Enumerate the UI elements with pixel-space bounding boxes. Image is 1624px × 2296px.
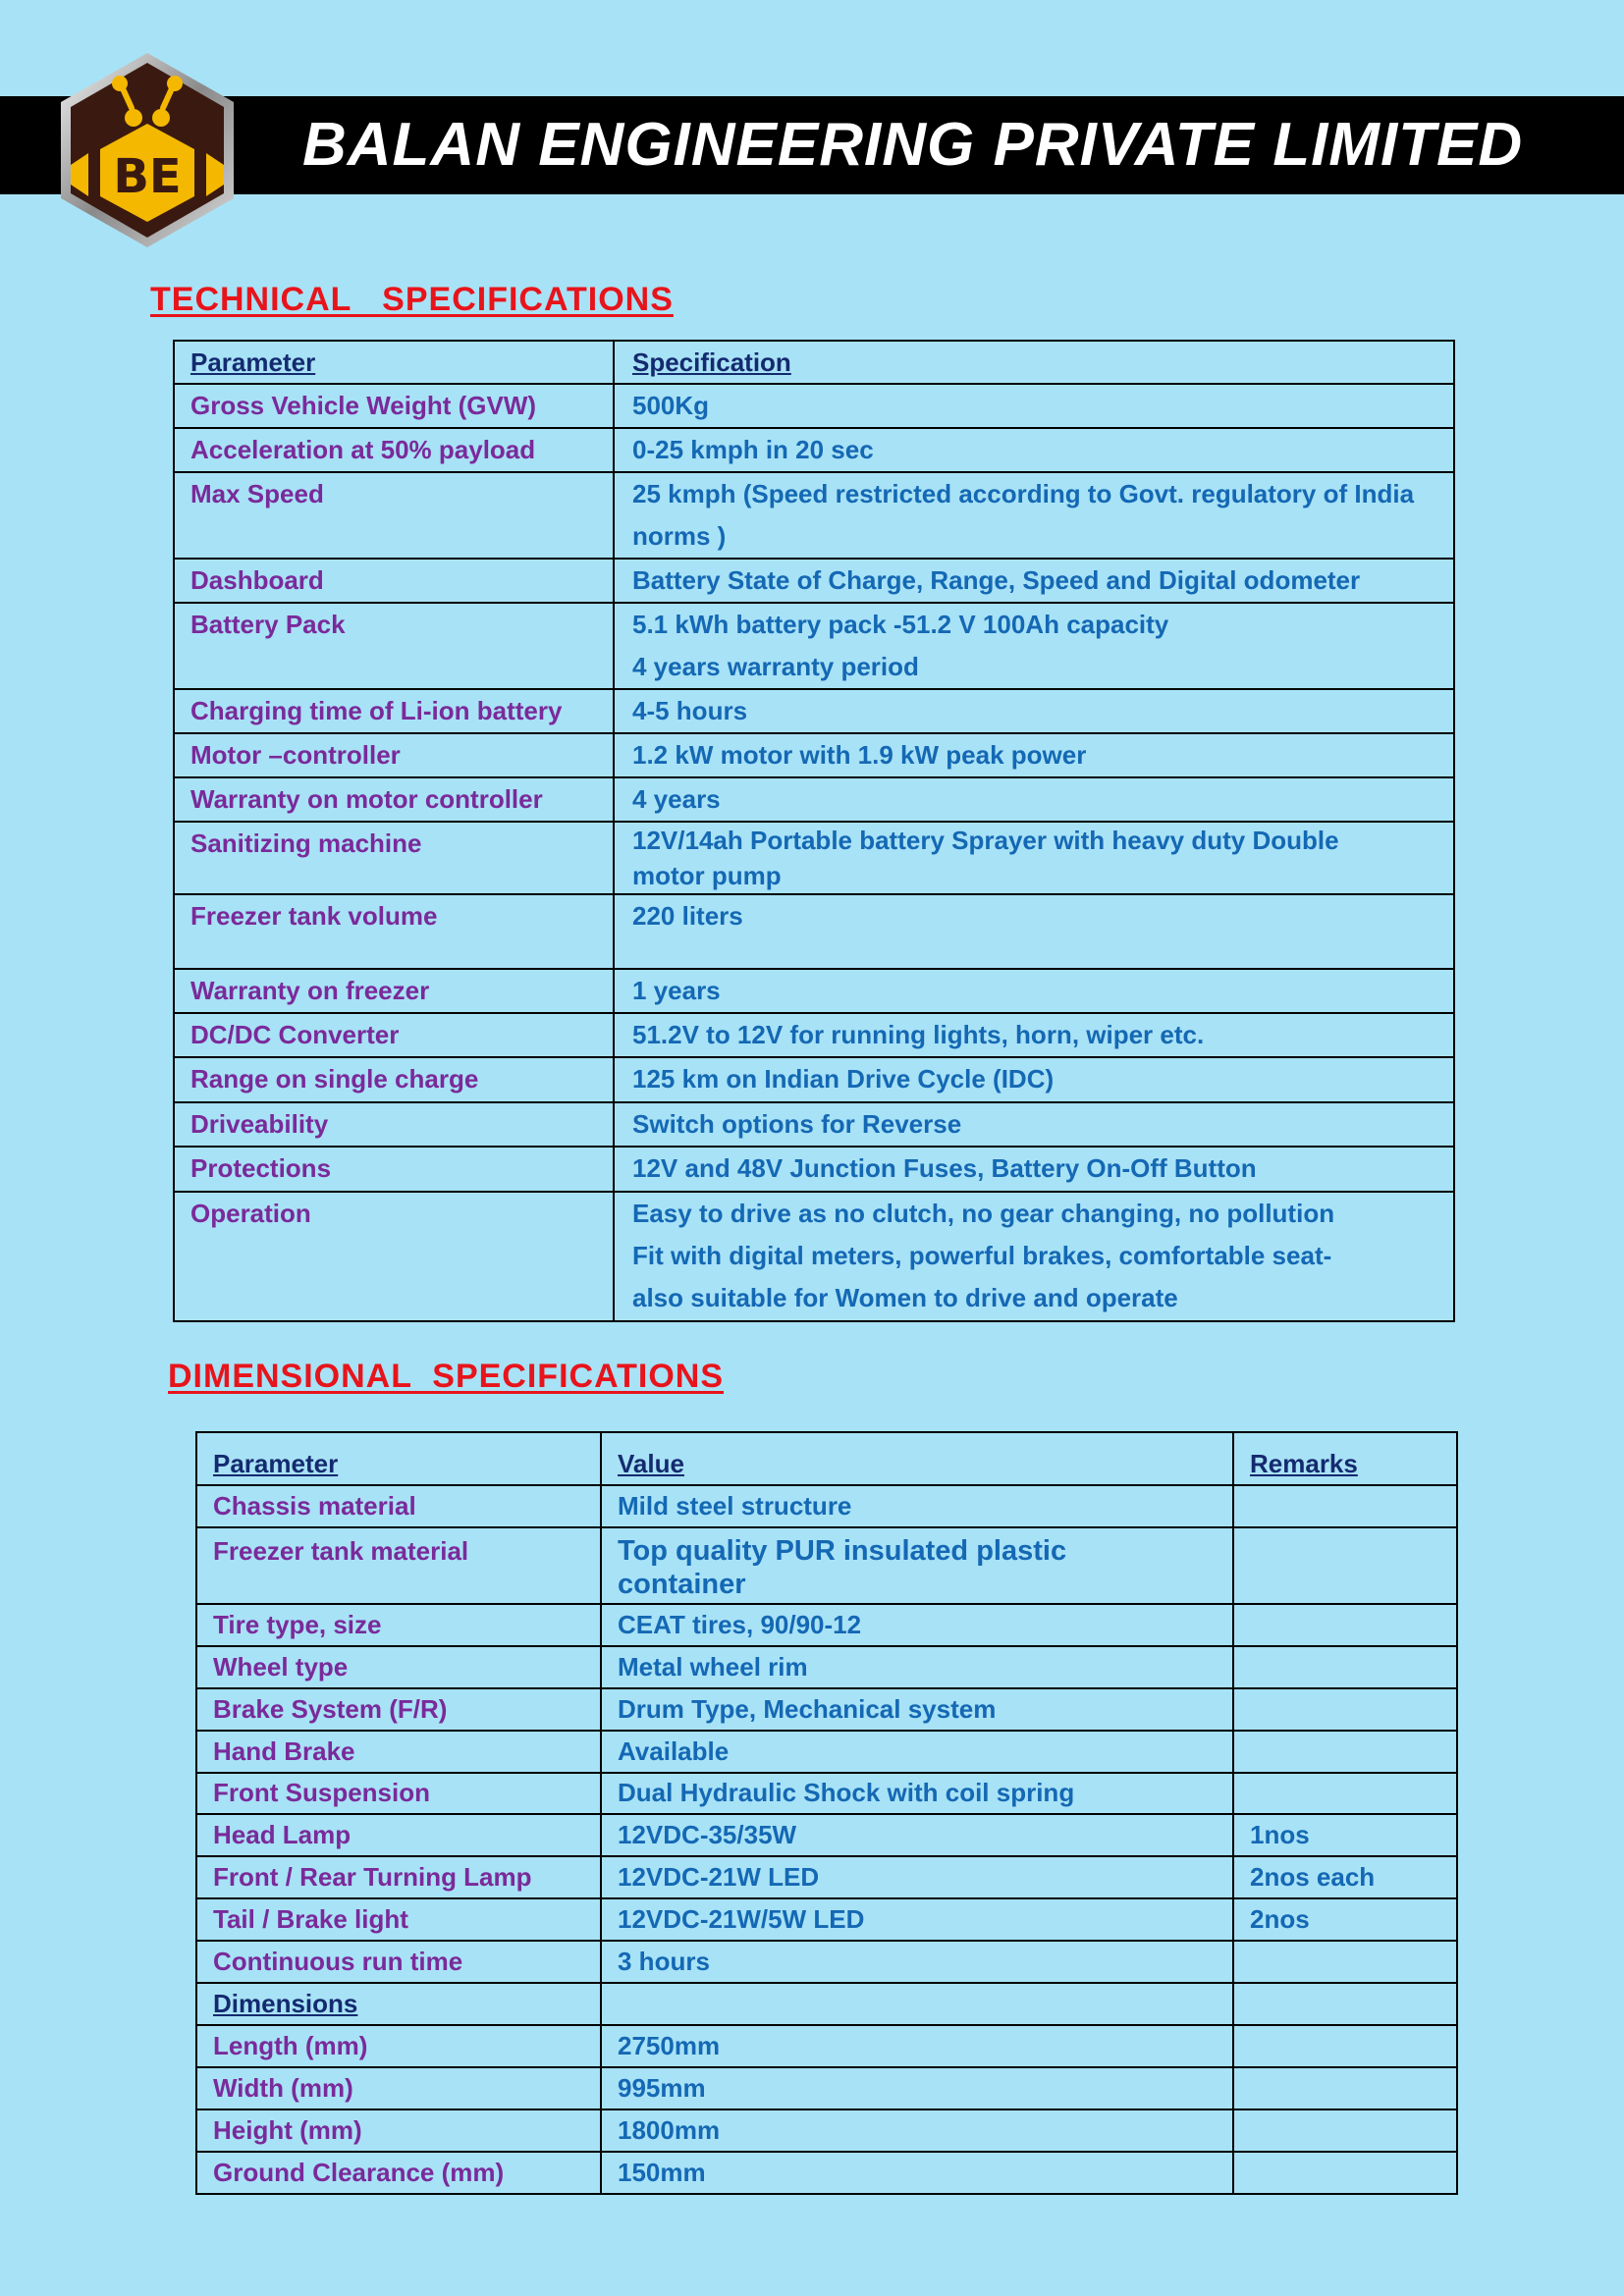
parameter-cell: Front Suspension [196, 1773, 601, 1814]
parameter-cell: Acceleration at 50% payload [174, 428, 614, 472]
parameter-cell: Width (mm) [196, 2067, 601, 2109]
table-header-row [174, 341, 1454, 384]
company-logo [49, 47, 245, 253]
dimensional-specifications-title: DIMENSIONAL SPECIFICATIONS [168, 1358, 725, 1395]
remarks-cell [1233, 2025, 1457, 2067]
specification-line: Battery State of Charge, Range, Speed and Digital odometer [632, 565, 1361, 595]
specification-cell [614, 969, 1454, 1013]
remarks-cell [1233, 1983, 1457, 2025]
remarks-cell [1233, 2109, 1457, 2152]
table-row [174, 689, 1454, 733]
parameter-cell: Motor –controller [174, 733, 614, 777]
column-header: Parameter [196, 1432, 601, 1485]
remarks-cell: 2nos each [1233, 1856, 1457, 1898]
specification-cell [614, 1192, 1454, 1321]
parameter-cell: Dashboard [174, 559, 614, 603]
table-row [174, 428, 1454, 472]
parameter-cell: Sanitizing machine [174, 822, 614, 894]
table-row [196, 1604, 1457, 1646]
specification-cell [614, 1102, 1454, 1147]
specification-line: 4 years warranty period [632, 652, 919, 681]
specification-line: Easy to drive as no clutch, no gear changing, no pollution [632, 1199, 1335, 1228]
specification-cell [614, 428, 1454, 472]
specification-line: Switch options for Reverse [632, 1109, 962, 1139]
value-cell: Dual Hydraulic Shock with coil spring [601, 1773, 1233, 1814]
table-row [174, 384, 1454, 428]
remarks-cell [1233, 1604, 1457, 1646]
parameter-cell: Operation [174, 1192, 614, 1321]
table-row [174, 559, 1454, 603]
specification-line: 51.2V to 12V for running lights, horn, wiper etc. [632, 1020, 1205, 1049]
specification-line: 5.1 kWh battery pack -51.2 V 100Ah capacity [632, 610, 1169, 639]
table-row [196, 1646, 1457, 1688]
value-cell: 1800mm [601, 2109, 1233, 2152]
specification-line: 1.2 kW motor with 1.9 kW peak power [632, 740, 1087, 770]
specification-line: 25 kmph (Speed restricted according to Govt. regulatory of India [632, 479, 1415, 508]
parameter-cell: Protections [174, 1147, 614, 1192]
value-cell: Top quality PUR insulated plastic container [601, 1527, 1233, 1604]
specification-line: 220 liters [632, 901, 743, 931]
table-row [174, 1192, 1454, 1321]
specification-line: 12V and 48V Junction Fuses, Battery On-Off Button [632, 1153, 1257, 1183]
specification-cell [614, 603, 1454, 689]
table-row [196, 2152, 1457, 2194]
table-row [174, 894, 1454, 969]
table-row [174, 472, 1454, 559]
value-cell: 150mm [601, 2152, 1233, 2194]
table-row [196, 1814, 1457, 1856]
specification-cell [614, 822, 1454, 894]
parameter-cell: Brake System (F/R) [196, 1688, 601, 1731]
parameter-cell: Hand Brake [196, 1731, 601, 1773]
table-row [174, 822, 1454, 894]
parameter-cell: Height (mm) [196, 2109, 601, 2152]
specification-line: 12V/14ah Portable battery Sprayer with heavy duty Double [632, 826, 1339, 855]
column-header: Remarks [1233, 1432, 1457, 1485]
specification-line: 0-25 kmph in 20 sec [632, 435, 874, 464]
parameter-cell: Max Speed [174, 472, 614, 559]
specification-cell [614, 689, 1454, 733]
specification-line: norms ) [632, 521, 727, 551]
remarks-cell [1233, 1941, 1457, 1983]
value-cell: Available [601, 1731, 1233, 1773]
value-cell: Metal wheel rim [601, 1646, 1233, 1688]
value-cell: CEAT tires, 90/90-12 [601, 1604, 1233, 1646]
technical-specifications-table [173, 340, 1455, 1322]
logo-text: BE [113, 149, 182, 204]
remarks-cell: 1nos [1233, 1814, 1457, 1856]
company-name: BALAN ENGINEERING PRIVATE LIMITED [302, 111, 1524, 179]
table-row [196, 1898, 1457, 1941]
column-header: Value [601, 1432, 1233, 1485]
parameter-cell: Gross Vehicle Weight (GVW) [174, 384, 614, 428]
parameter-cell: Chassis material [196, 1485, 601, 1527]
table-row [196, 2025, 1457, 2067]
remarks-cell [1233, 1646, 1457, 1688]
parameter-cell: Freezer tank volume [174, 894, 614, 969]
table-row [174, 603, 1454, 689]
remarks-cell [1233, 2152, 1457, 2194]
table-row [174, 969, 1454, 1013]
parameter-cell: Ground Clearance (mm) [196, 2152, 601, 2194]
remarks-cell [1233, 1485, 1457, 1527]
parameter-cell: Warranty on freezer [174, 969, 614, 1013]
column-header: Parameter [174, 341, 614, 384]
parameter-cell: Driveability [174, 1102, 614, 1147]
specification-cell [614, 1057, 1454, 1102]
table-row [174, 1147, 1454, 1192]
parameter-cell: Head Lamp [196, 1814, 601, 1856]
column-header: Specification [614, 341, 1454, 384]
parameter-cell: Length (mm) [196, 2025, 601, 2067]
remarks-cell [1233, 1731, 1457, 1773]
remarks-cell [1233, 1688, 1457, 1731]
specification-cell [614, 472, 1454, 559]
table-row [196, 1731, 1457, 1773]
specification-cell [614, 777, 1454, 822]
table-row [174, 1102, 1454, 1147]
table-row [196, 1688, 1457, 1731]
parameter-cell: DC/DC Converter [174, 1013, 614, 1057]
specification-line: Fit with digital meters, powerful brakes, comfortable seat- [632, 1241, 1332, 1270]
value-cell: 2750mm [601, 2025, 1233, 2067]
table-row [174, 1013, 1454, 1057]
table-row [196, 1485, 1457, 1527]
specification-line: 125 km on Indian Drive Cycle (IDC) [632, 1064, 1055, 1094]
specification-line: 1 years [632, 976, 721, 1005]
parameter-cell: Battery Pack [174, 603, 614, 689]
value-cell [601, 1983, 1233, 2025]
specification-line: 500Kg [632, 391, 710, 420]
technical-specifications-title: TECHNICAL SPECIFICATIONS [150, 281, 674, 318]
table-row [174, 1057, 1454, 1102]
parameter-cell: Continuous run time [196, 1941, 601, 1983]
remarks-cell [1233, 1527, 1457, 1604]
parameter-cell: Tail / Brake light [196, 1898, 601, 1941]
value-cell: Drum Type, Mechanical system [601, 1688, 1233, 1731]
table-row [196, 2109, 1457, 2152]
parameter-cell: Front / Rear Turning Lamp [196, 1856, 601, 1898]
value-cell: 12VDC-21W/5W LED [601, 1898, 1233, 1941]
remarks-cell [1233, 2067, 1457, 2109]
parameter-cell: Tire type, size [196, 1604, 601, 1646]
value-cell: Mild steel structure [601, 1485, 1233, 1527]
table-row [196, 1527, 1457, 1604]
remarks-cell [1233, 1773, 1457, 1814]
dimensional-specifications-table [195, 1431, 1458, 2195]
parameter-cell: Dimensions [196, 1983, 601, 2025]
specification-cell [614, 559, 1454, 603]
specification-cell [614, 384, 1454, 428]
remarks-cell: 2nos [1233, 1898, 1457, 1941]
table-row [174, 777, 1454, 822]
table-row [196, 2067, 1457, 2109]
parameter-cell: Freezer tank material [196, 1527, 601, 1604]
parameter-cell: Range on single charge [174, 1057, 614, 1102]
table-row [196, 1983, 1457, 2025]
table-row [174, 733, 1454, 777]
specification-cell [614, 733, 1454, 777]
value-cell: 12VDC-21W LED [601, 1856, 1233, 1898]
specification-line: 4 years [632, 784, 721, 814]
specification-cell [614, 1147, 1454, 1192]
parameter-cell: Wheel type [196, 1646, 601, 1688]
value-cell: 995mm [601, 2067, 1233, 2109]
table-row [196, 1773, 1457, 1814]
value-cell: 3 hours [601, 1941, 1233, 1983]
specification-line: also suitable for Women to drive and operate [632, 1283, 1178, 1312]
table-header-row [196, 1432, 1457, 1485]
table-row [196, 1856, 1457, 1898]
parameter-cell: Charging time of Li-ion battery [174, 689, 614, 733]
parameter-cell: Warranty on motor controller [174, 777, 614, 822]
specification-line: 4-5 hours [632, 696, 748, 725]
specification-cell [614, 1013, 1454, 1057]
specification-line: motor pump [632, 861, 782, 890]
specification-cell [614, 894, 1454, 969]
table-row [196, 1941, 1457, 1983]
value-cell: 12VDC-35/35W [601, 1814, 1233, 1856]
